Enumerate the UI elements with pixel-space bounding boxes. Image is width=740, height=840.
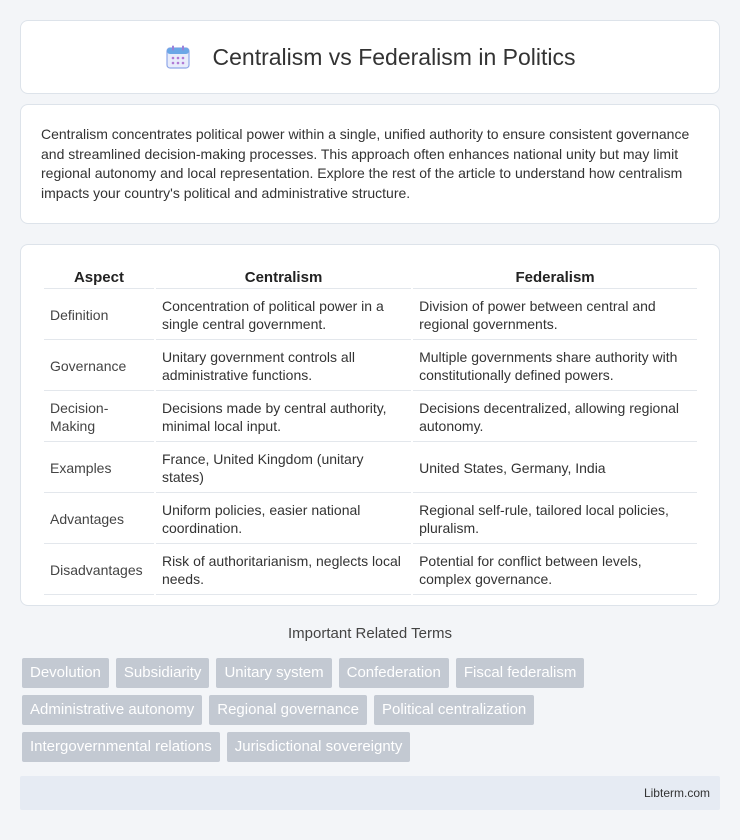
calendar-icon <box>165 44 191 70</box>
centralism-cell: Risk of authoritarianism, neglects local needs. <box>156 546 411 595</box>
federalism-cell: Potential for conflict between levels, complex governance. <box>413 546 697 595</box>
header-aspect: Aspect <box>44 267 154 289</box>
intro-text: Centralism concentrates political power within a single, unified authority to ensure consistent governance and streamlined decision-making processes. This approach often enhances national unity but may limit regional autonomy and local representation. Explore the rest of the article to understand how centralism impacts your country's political and administrative structure. <box>41 126 690 201</box>
related-term-tag[interactable]: Administrative autonomy <box>22 695 202 725</box>
aspect-cell: Definition <box>44 291 154 340</box>
aspect-cell: Governance <box>44 342 154 391</box>
table-row <box>44 291 697 340</box>
header-centralism: Centralism <box>156 267 411 289</box>
related-term-tag[interactable]: Unitary system <box>216 658 331 688</box>
related-term-tag[interactable]: Intergovernmental relations <box>22 732 220 762</box>
table-row <box>44 393 697 442</box>
page-title: Centralism vs Federalism in Politics <box>212 43 576 70</box>
aspect-cell: Decision-Making <box>44 393 154 442</box>
table-row <box>44 342 697 391</box>
related-term-tag[interactable]: Regional governance <box>209 695 367 725</box>
footer-site-link[interactable]: Libterm.com <box>643 786 710 800</box>
federalism-cell: Regional self-rule, tailored local policies, pluralism. <box>413 495 697 544</box>
footer <box>20 776 720 810</box>
aspect-cell: Advantages <box>44 495 154 544</box>
header-federalism: Federalism <box>413 267 697 289</box>
centralism-cell: Unitary government controls all administrative functions. <box>156 342 411 391</box>
intro-card <box>20 104 720 224</box>
related-term-tag[interactable]: Fiscal federalism <box>456 658 585 688</box>
table-row <box>44 546 697 595</box>
related-term-tag[interactable]: Jurisdictional sovereignty <box>227 732 411 762</box>
federalism-cell: Division of power between central and regional governments. <box>413 291 697 340</box>
related-terms-title: Important Related Terms <box>288 625 452 642</box>
table-row <box>44 495 697 544</box>
header-card <box>20 20 720 94</box>
related-term-tag[interactable]: Confederation <box>339 658 449 688</box>
related-term-tag[interactable]: Devolution <box>22 658 109 688</box>
comparison-table-card <box>20 244 720 606</box>
related-terms-list <box>22 658 722 769</box>
related-term-tag[interactable]: Subsidiarity <box>116 658 210 688</box>
centralism-cell: Decisions made by central authority, minimal local input. <box>156 393 411 442</box>
table-header-row <box>44 267 697 289</box>
comparison-table <box>42 265 699 597</box>
federalism-cell: Decisions decentralized, allowing regional autonomy. <box>413 393 697 442</box>
centralism-cell: Uniform policies, easier national coordination. <box>156 495 411 544</box>
federalism-cell: United States, Germany, India <box>413 444 697 493</box>
federalism-cell: Multiple governments share authority with constitutionally defined powers. <box>413 342 697 391</box>
related-term-tag[interactable]: Political centralization <box>374 695 534 725</box>
aspect-cell: Examples <box>44 444 154 493</box>
table-row <box>44 444 697 493</box>
centralism-cell: Concentration of political power in a single central government. <box>156 291 411 340</box>
aspect-cell: Disadvantages <box>44 546 154 595</box>
centralism-cell: France, United Kingdom (unitary states) <box>156 444 411 493</box>
